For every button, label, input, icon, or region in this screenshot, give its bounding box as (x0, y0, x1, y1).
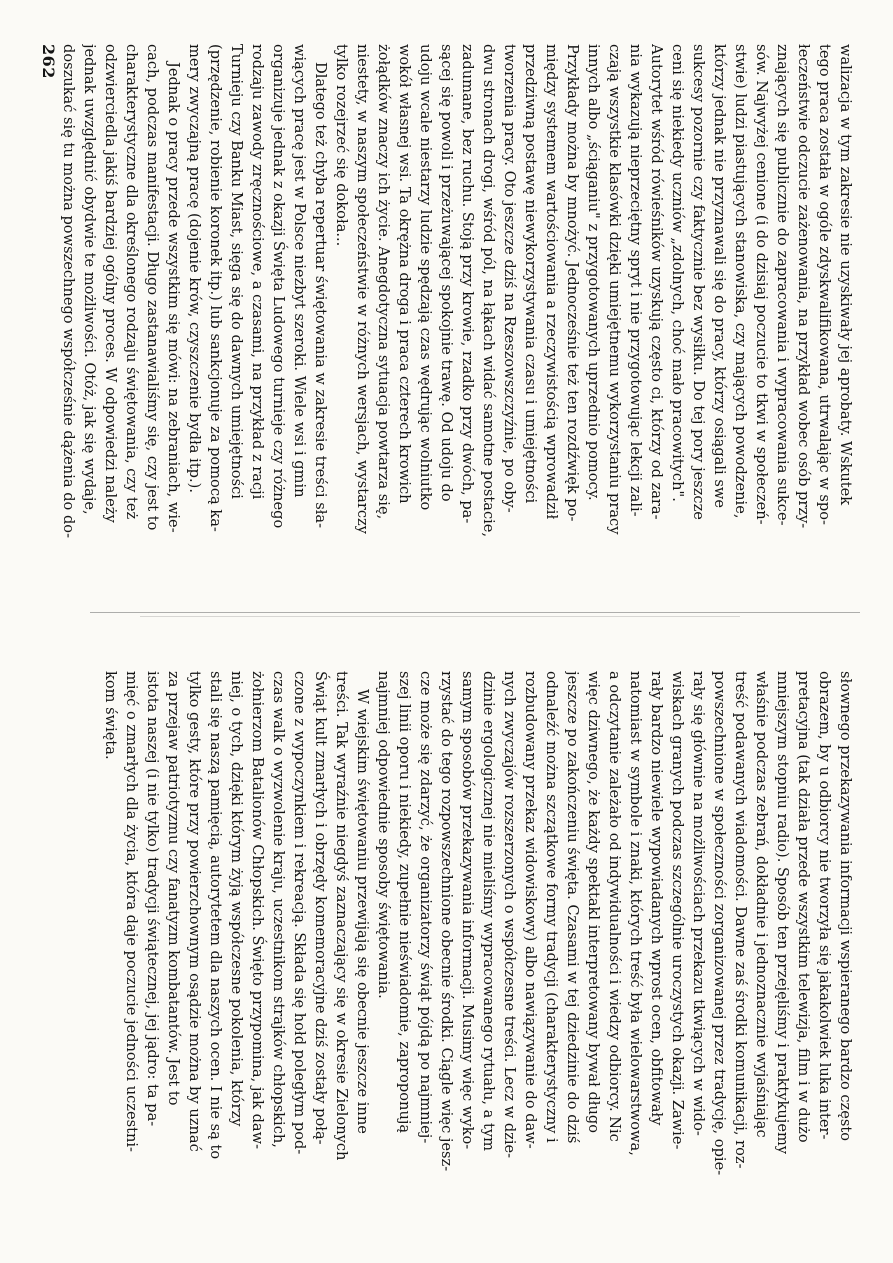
left-text-column (58, 44, 856, 572)
text-line: którzy jednak nie przyznawali się do pracy, którzy osiągali swe (711, 44, 728, 508)
text-line: W wiejskim świętowaniu przewijają się obecnie jeszcze inne (354, 689, 371, 1134)
text-line: odnaleźć można szczątkowe formy tradycji (charakterystyczny i (543, 671, 560, 1143)
text-line: (przędzenie, robienie koronek itp.) lub sankcjonuje za pomocą ka- (207, 44, 224, 532)
text-line: kom święta. (102, 671, 119, 760)
text-line: treść podawanych wiadomości. Dawne zaś środki komunikacji, roz- (732, 671, 749, 1169)
text-line: natomiast w symbole i znaki, których treść była wielowarstwowa, (627, 671, 644, 1156)
text-line: samym sposobów przekazywania informacji. Musimy więc wyko- (459, 671, 476, 1150)
text-line: Dlatego też chyba repertuar świętowania w zakresie treści sła- (312, 62, 329, 529)
text-line: czas walk o wyzwolenie kraju, uczestnikom strajków chłopskich, (270, 671, 287, 1148)
text-line: wokół własnej wsi. Ta okrężna droga i praca czterech krowich (396, 44, 413, 504)
text-line: walizacja w tym zakresie nie uzyskiwały jej aprobaty. Wskutek (837, 44, 854, 506)
text-line: mięć o zmarłych dla życia, która daje poczucie jedności uczestni- (123, 671, 140, 1152)
text-line: jednak uwzględnić obydwie te możliwości. Otóż, jak się wydaje, (81, 44, 98, 515)
page-number: 262 (39, 44, 58, 79)
text-line: żołądków znaczy ich życie. Anegdotyczna sytuacja powtarza się, (375, 44, 392, 520)
text-line: między systemem wartościowania a rzeczywistością wprowadził (543, 44, 560, 520)
page-fold-line (90, 612, 860, 613)
text-line: Świąt kult zmarłych i obrzędy komemoracyjne dziś zostały połą- (312, 671, 329, 1145)
text-line: Turnieju czy Banku Miast, sięga się do dawnych umiejętności (228, 44, 245, 499)
text-line: istota naszej (i nie tylko) tradycji świątecznej, jej jądro: ta pa- (144, 671, 161, 1127)
text-line: obrazem, by u odbiorcy nie tworzyła się jakakolwiek luka inter- (816, 671, 833, 1140)
text-line: rały bardzo niewiele wypowiadanych wprost ocen, obfitowały (648, 671, 665, 1126)
text-line: szej linii oporu i niekiedy, zupełnie nieświadomie, zaproponują (396, 671, 413, 1134)
text-line: najmniej odpowiednie sposoby świętowania. (375, 671, 392, 999)
text-line: cach, podczas manifestacji. Długo zastanawialiśmy się, czy jest to (144, 44, 161, 531)
text-line: za przejaw patriotyzmu czy fanatyzm kombatantów. Jest to (165, 671, 182, 1106)
text-line: Przykłady można by mnożyć. Jednocześnie też ten rozdźwięk po- (564, 44, 581, 522)
text-line: wiskach granych podczas szczególnie uroczystych okazji. Zawie- (669, 671, 686, 1150)
text-line: żołnierzom Batalionów Chłopskich. Święto przypomina, jak daw- (249, 671, 266, 1150)
text-line: zadumane, bez ruchu. Stoją przy krowie, rzadko przy dwóch, pa- (459, 44, 476, 524)
text-line: organizuje jednak z okazji Święta Ludowego turnieje czy różnego (270, 44, 287, 529)
text-line: sukcesy pozornie czy faktycznie bez wysiłku. Do tej pory jeszcze (690, 44, 707, 520)
text-line: tylko rozejrzeć się dokoła... (333, 44, 350, 247)
text-line: właśnie podczas zebrań, dokładnie i jednoznacznie wyjaśniając (753, 671, 770, 1138)
text-line: Jednak o pracy przede wszystkim się mówi: na zebraniach, wie- (165, 62, 182, 533)
text-line: rozbudowany przekaz widowiskowy) albo nawiązywanie do daw- (522, 671, 539, 1149)
text-line: rodzaju zawody zręcznościowe, a czasami, na przykład z racji (249, 44, 266, 500)
text-line: sów. Najwyżej cenione (i do dzisiaj poczucie to tkwi w społeczeń- (753, 44, 770, 525)
text-line: więc dziwnego, że każdy spektakl interpretowany bywał długo (585, 671, 602, 1134)
text-line: sącej się powoli i przeżuwającej spokojnie trawę. Od udoju do (438, 44, 455, 502)
text-line: ceni się niekiedy uczniów „zdolnych, choć mało pracowitych". (669, 44, 686, 502)
text-line: stwie) ludzi piastujących stanowiska, czy mających powodzenie, (732, 44, 749, 519)
text-line: dzinie ergologicznej nie mieliśmy wypracowanego rytuału, a tym (480, 671, 497, 1151)
text-line: mery zwyczajną pracę (dojenie krów, czyszczenie bydła itp.). (186, 44, 203, 493)
text-line: tworzenia pracy. Oto jeszcze dziś na Rzeszowszczyźnie, po oby- (501, 44, 518, 513)
text-line: tylko gesty, które przy powierzchownym osądzie można by uznać (186, 671, 203, 1152)
text-line: rały się głównie na możliwościach przekazu tkwiących w wido- (690, 671, 707, 1136)
text-line: nia wykazują nieprzeciętny spryt i nie przygotowując lekcji zali- (627, 44, 644, 517)
text-line: treści. Tak wyraźnie niegdyś zaznaczający się w okresie Zielonych (333, 671, 350, 1161)
text-line: tego praca została w ogóle zdyskwalifikowana, utrwalając w spo- (816, 44, 833, 525)
text-line: pretacyjna (tak działa przede wszystkim telewizja, film i w dużo (795, 671, 812, 1143)
text-line: czone z wypoczynkiem i rekreacją. Składa się hołd poległym pod- (291, 671, 308, 1155)
text-line: innych albo „ściąganiu" z przygotowanych uprzednio pomocy. (585, 44, 602, 501)
text-line: udoju wcale niestarzy ludzie spędzają czas wędrując wolniutko (417, 44, 434, 511)
text-line: dwu stronach drogi, wśród pól, na łąkach widać samotne postacie, (480, 44, 497, 538)
text-line: rzystać do tego rozpowszechnione obecnie środki. Ciągle więc jesz- (438, 671, 455, 1172)
text-line: czają wszystkie klasówki dzięki umiejętnemu wykorzystaniu pracy (606, 44, 623, 535)
text-line: doszukać się tu można powszechnego współcześnie dążenia do do- (60, 44, 77, 539)
text-line: powszechnione w społeczności zorganizowanej przez tradycję, opie- (711, 671, 728, 1176)
text-line: wiących pracę jest w Polsce niezbyt szeroki. Wiele wsi i gmin (291, 44, 308, 498)
text-line: charakterystyczne dla określonego rodzaju świętowania, czy też (123, 44, 140, 520)
text-line: jeszcze po zakończeniu święta. Czasami w tej dziedzinie do dziś (564, 671, 581, 1144)
text-line: mniejszym stopniu radio). Sposób ten przejęliśmy i praktykujemy (774, 671, 791, 1155)
text-line: niej, o tych, dzięki którym żyją współczesne pokolenia, którzy (228, 671, 245, 1127)
text-line: łeczeństwie odczucie zażenowania, na przykład wobec osób przy- (795, 44, 812, 529)
text-line: znających się publicznie do zapracowania i wypracowania sukce- (774, 44, 791, 526)
text-line: stali się naszą pamięcią, autorytetem dla naszych ocen. I nie są to (207, 671, 224, 1160)
text-line: niestety, w naszym społeczeństwie w różnych wersjach, wystarczy (354, 44, 371, 534)
right-text-column (100, 671, 856, 1199)
text-line: przedziwną postawę niewykorzystywania czasu i umiejętności (522, 44, 539, 504)
text-line: a odczytanie zależało od indywidualności i wiedzy odbiorcy. Nic (606, 671, 623, 1142)
text-line: Autorytet wśród rówieśników uzyskują często ci, którzy od zara- (648, 44, 665, 520)
text-line: cze może się zdarzyć, że organizatorzy świąt pójdą po najmniej- (417, 671, 434, 1144)
text-line: odzwierciedla jakiś bardziej ogólny proces. W odpowiedzi należy (102, 44, 119, 523)
page-fold-shadow (140, 616, 740, 617)
text-line: słownego przekazywania informacji wspieranego bardzo często (837, 671, 854, 1142)
text-line: nych zwyczajów rozszerzonych o współczesne treści. Lecz w dzie- (501, 671, 518, 1159)
